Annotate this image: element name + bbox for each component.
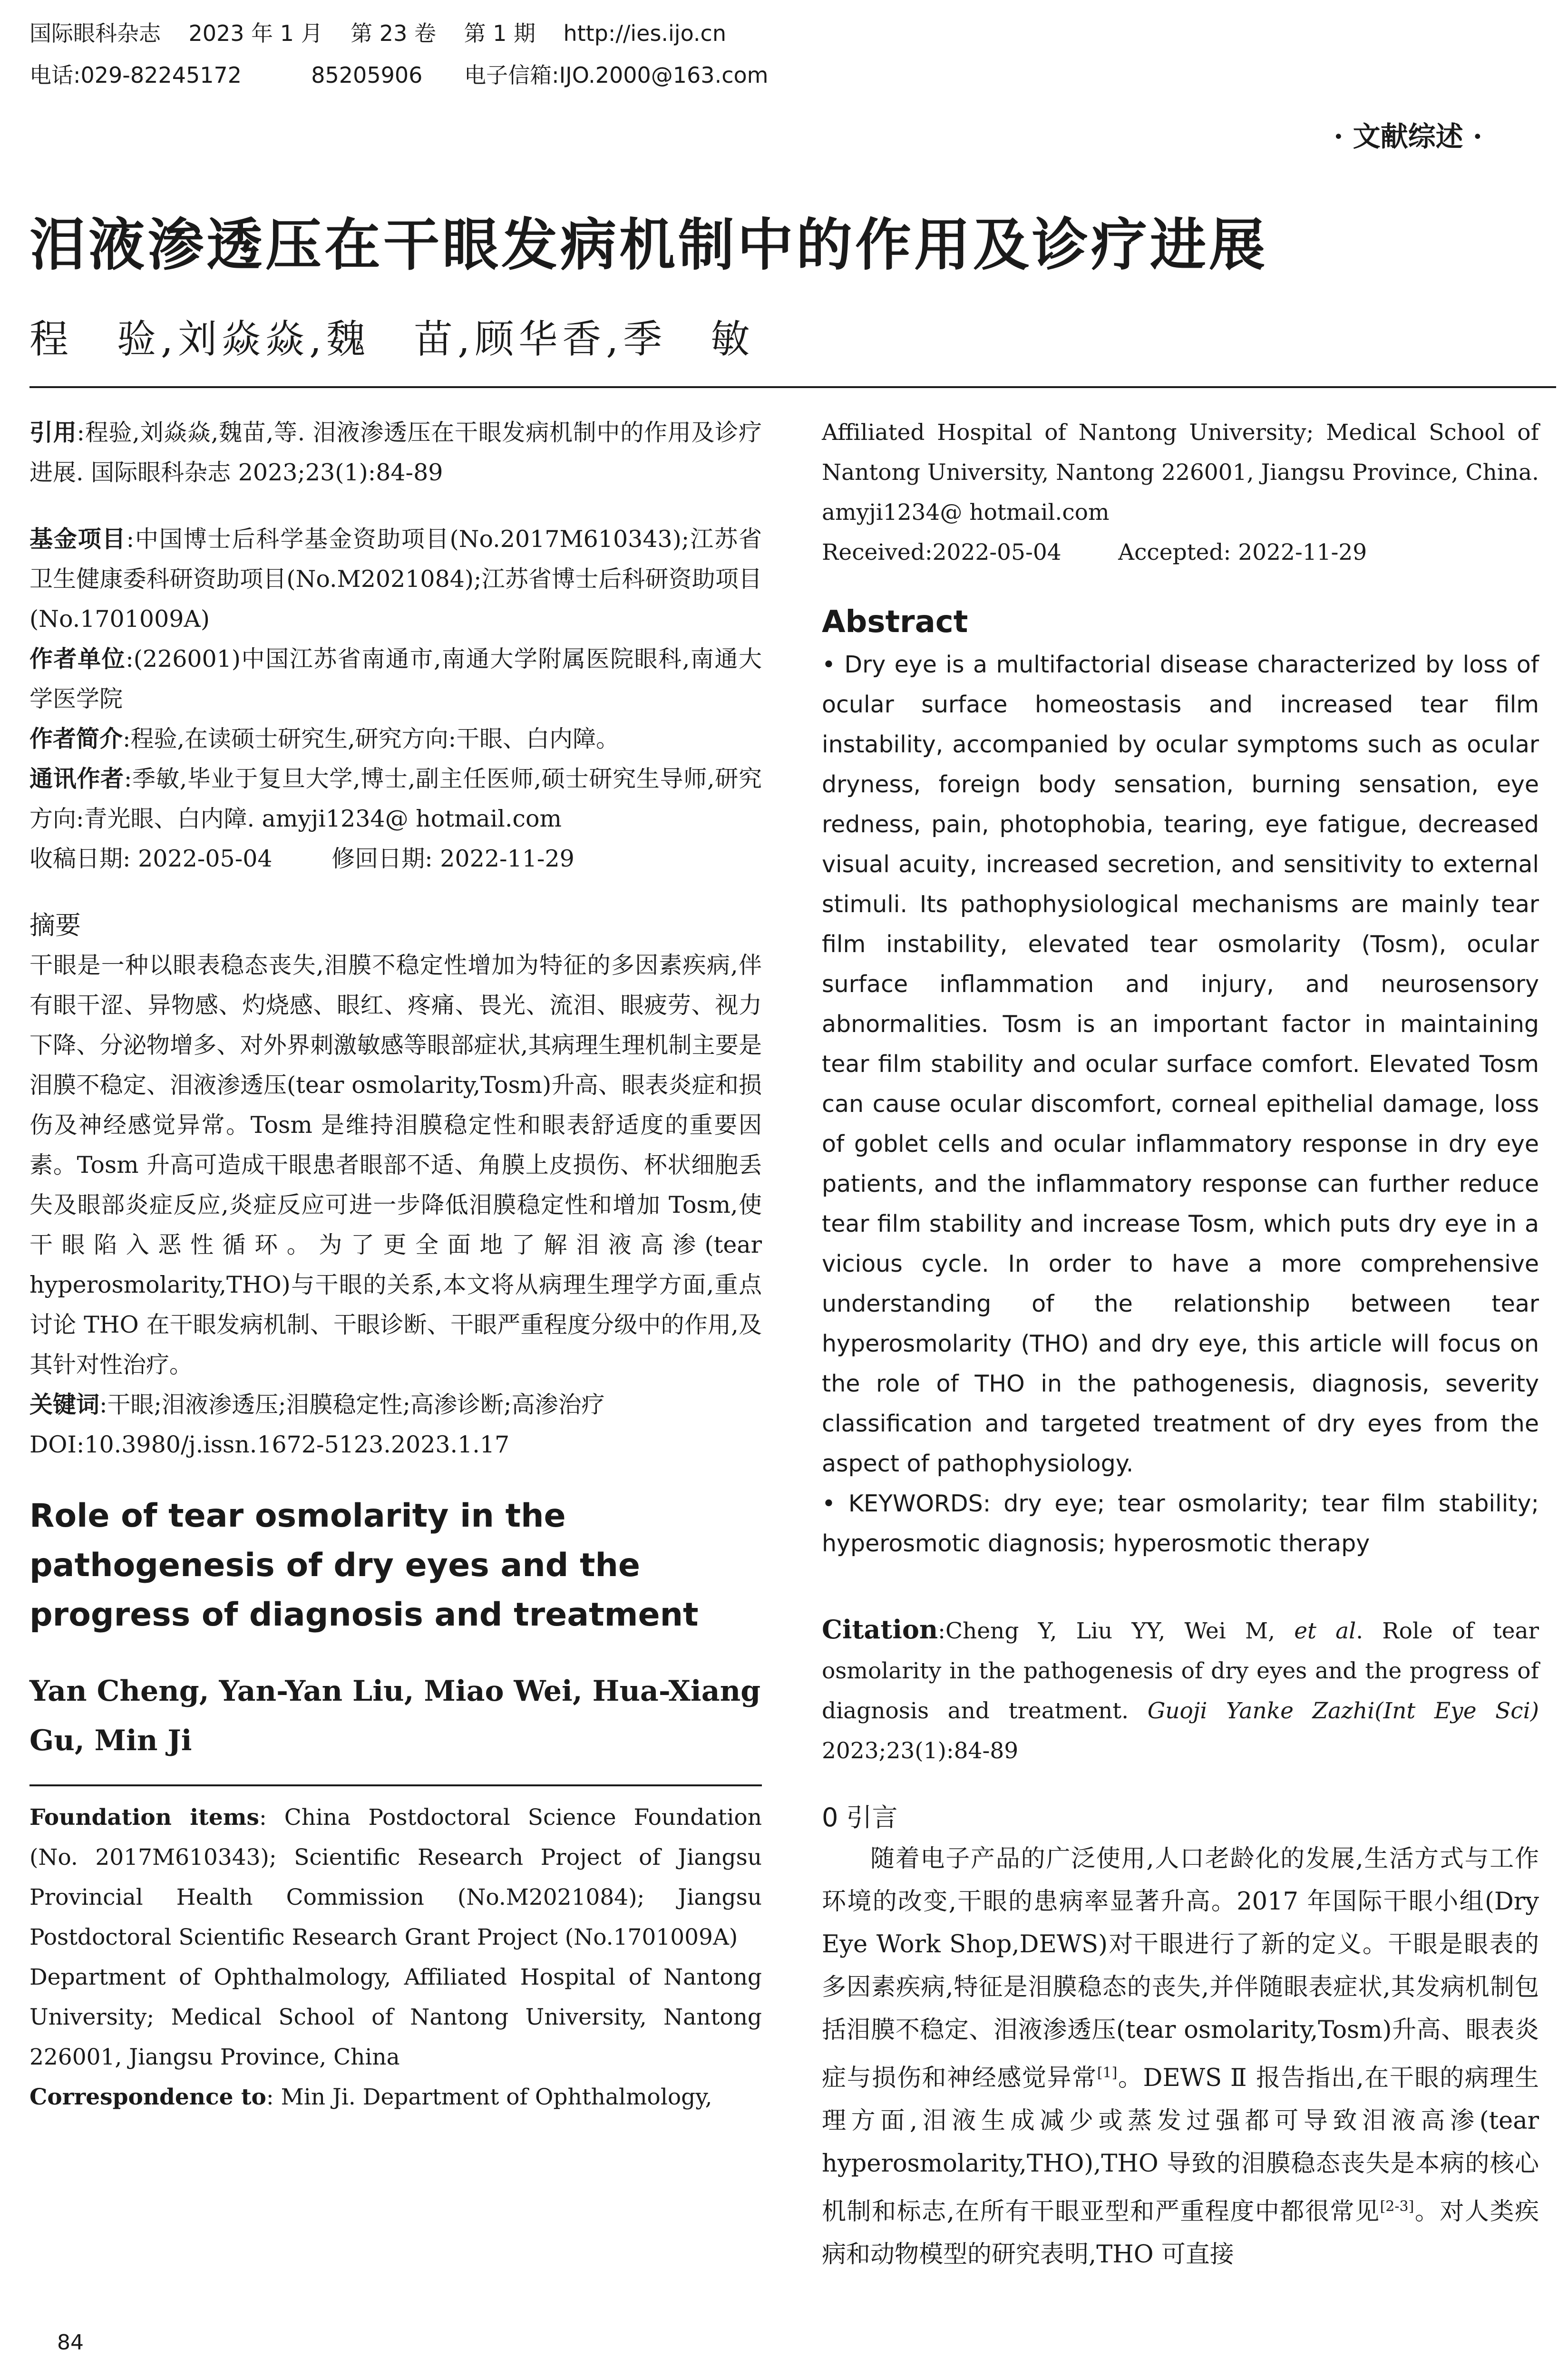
keywords-en: • KEYWORDS: dry eye; tear osmolarity; tear film stability; hyperosmotic diagnosis; hyperosmotic therapy — [822, 1490, 1539, 1557]
fund-cn-text: :中国博士后科学基金资助项目(No.2017M610343);江苏省卫生健康委科研资助项目(No.M2021084);江苏省博士后科研资助项目(No.1701009A) — [29, 526, 762, 633]
reference-1[interactable]: [1] — [1097, 2065, 1118, 2081]
intro-paragraph — [822, 1838, 1539, 2276]
reference-2-3[interactable]: [2-3] — [1380, 2198, 1414, 2215]
title-divider — [29, 386, 1556, 388]
citation-cn-text: :程验,刘焱焱,魏苗,等. 泪液渗透压在干眼发病机制中的作用及诊疗进展. 国际眼科杂志 2023;23(1):84-89 — [29, 419, 762, 486]
authors-cn: 程 验,刘焱焱,魏 苗,顾华香,季 敏 — [29, 317, 755, 362]
correspondence-en-text: : Min Ji. Department of Ophthalmology, — [266, 2084, 712, 2110]
citation-en-text-c: 2023;23(1):84-89 — [822, 1738, 1019, 1764]
fund-cn — [29, 519, 762, 639]
abstract-heading-cn: 摘要 — [29, 910, 81, 940]
keywords-cn-label: 关键词 — [29, 1391, 100, 1418]
bio-cn — [29, 719, 762, 759]
corr-cn-text: :季敏,毕业于复旦大学,博士,副主任医师,硕士研究生导师,研究方向:青光眼、白内障. amyji1234@ hotmail.com — [29, 765, 762, 832]
citation-en — [822, 1609, 1539, 1771]
citation-en-text-b: . Role of tear osmolarity in the pathogenesis of dry eyes and the progress of diagnosis and treatment. — [822, 1618, 1539, 1724]
citation-en-label: Citation — [822, 1614, 938, 1645]
affiliation-cont-en: Affiliated Hospital of Nantong University; Medical School of Nantong University, Nantong 226001, Jiangsu Province, China. amyji1234@ hotmail.com — [822, 419, 1539, 526]
page-number: 84 — [57, 2330, 84, 2355]
department-en: Department of Ophthalmology, Affiliated Hospital of Nantong University; Medical School of Nantong University, Nantong 226001, Jiangsu Province, China — [29, 1964, 762, 2070]
citation-en-text-a: :Cheng Y, Liu YY, Wei M, — [938, 1618, 1295, 1644]
keywords-cn — [29, 1385, 762, 1425]
doi: DOI:10.3980/j.issn.1672-5123.2023.1.17 — [29, 1431, 510, 1458]
abstract-text-en: • Dry eye is a multifactorial disease characterized by loss of ocular surface homeostasis and increased tear film instability, accompanied by ocular symptoms such as ocular dryness, foreign body sensation, burning sensation, eye redness, pain, photophobia, tearing, eye fatigue, decreased visual acuity, increased secretion, and sensitivity to external stimuli. Its pathophysiological mechanisms are mainly tear film instability, elevated tear osmolarity (Tosm), ocular surface inflammation and injury, and neurosensory abnormalities. Tosm is an important factor in maintaining tear film stability and ocular surface comfort. Elevated Tosm can cause ocular discomfort, corneal epithelial damage, loss of goblet cells and ocular inflammatory response in dry eye patients, and the inflammatory response can further reduce tear film stability and increase Tosm, which puts dry eye in a vicious cycle. In order to have a more comprehensive understanding of the relationship between tear hyperosmolarity (THO) and dry eye, this article will focus on the role of THO in the pathogenesis, diagnosis, severity classification and targeted treatment of dry eyes from the aspect of pathophysiology. — [822, 651, 1539, 1477]
abstract-title-en: Abstract — [822, 604, 968, 640]
foundation-en-text: : China Postdoctoral Science Foundation (No. 2017M610343); Scientific Research Project of Jiangsu Provincial Health Commission (No.M2021084); Jiangsu Postdoctoral Scientific Research Grant Project (No.1701009A) — [29, 1804, 762, 1950]
fund-cn-label: 基金项目 — [29, 526, 127, 553]
keywords-cn-text: :干眼;泪液渗透压;泪膜稳定性;高渗诊断;高渗治疗 — [99, 1391, 605, 1418]
received-accepted: Received:2022-05-04 Accepted: 2022-11-29 — [822, 539, 1367, 565]
article-title-cn: 泪液渗透压在干眼发病机制中的作用及诊疗进展 — [29, 212, 1268, 278]
foundation-en — [29, 1798, 762, 1958]
corr-cn-label: 通讯作者 — [29, 765, 124, 792]
citation-cn — [29, 413, 762, 493]
journal-header-line: 国际眼科杂志 2023 年 1 月 第 23 卷 第 1 期 http://ies.ijo.cn — [29, 20, 726, 46]
bio-cn-text: :程验,在读硕士研究生,研究方向:干眼、白内障。 — [123, 725, 620, 752]
intro-text-2: 。DEWS Ⅱ 报告指出,在干眼的病理生理方面,泪液生成减少或蒸发过强都可导致泪液高渗(tear hyperosmolarity,THO),THO 导致的泪膜稳态丧失是本病的核心机制和标志,在所有干眼亚型和严重程度中都很常见 — [822, 2064, 1539, 2226]
foundation-en-label: Foundation items — [29, 1804, 259, 1831]
authors-en: Yan Cheng, Yan-Yan Liu, Miao Wei, Hua-Xiang Gu, Min Ji — [29, 1675, 761, 1757]
unit-cn-label: 作者单位 — [29, 645, 126, 672]
intro-text-1: 随着电子产品的广泛使用,人口老龄化的发展,生活方式与工作环境的改变,干眼的患病率显著升高。2017 年国际干眼小组(Dry Eye Work Shop,DEWS)对干眼进行了新的定义。干眼是眼表的多因素疾病,特征是泪膜稳态的丧失,并伴随眼表症状,其发病机制包括泪膜不稳定、泪液渗透压(tear osmolarity,Tosm)升高、眼表炎症与损伤和神经感觉异常 — [822, 1845, 1539, 2092]
abstract-text-cn: 干眼是一种以眼表稳态丧失,泪膜不稳定性增加为特征的多因素疾病,伴有眼干涩、异物感、灼烧感、眼红、疼痛、畏光、流泪、眼疲劳、视力下降、分泌物增多、对外界刺激敏感等眼部症状,其病理生理机制主要是泪膜不稳定、泪液渗透压(tear osmolarity,Tosm)升高、眼表炎症和损伤及神经感觉异常。Tosm 是维持泪膜稳定性和眼表舒适度的重要因素。Tosm 升高可造成干眼患者眼部不适、角膜上皮损伤、杯状细胞丢失及眼部炎症反应,炎症反应可进一步降低泪膜稳定性和增加 Tosm,使干眼陷入恶性循环。为了更全面地了解泪液高渗(tear hyperosmolarity,THO)与干眼的关系,本文将从病理生理学方面,重点讨论 THO 在干眼发病机制、干眼诊断、干眼严重程度分级中的作用,及其针对性治疗。 — [29, 952, 762, 1378]
correspondence-en — [29, 2077, 762, 2117]
correspondence-en-label: Correspondence to — [29, 2084, 266, 2110]
intro-heading: 0 引言 — [822, 1802, 898, 1832]
citation-cn-label: 引用 — [29, 419, 77, 446]
section-tag: · 文献综述 · — [1334, 120, 1482, 153]
corr-cn — [29, 759, 762, 839]
left-column — [29, 413, 762, 2117]
unit-cn — [29, 639, 762, 719]
right-column — [822, 413, 1539, 2276]
article-title-en: Role of tear osmolarity in the pathogenesis of dry eyes and the progress of diagnosis and treatment — [29, 1497, 699, 1634]
bio-cn-label: 作者简介 — [29, 725, 123, 752]
citation-en-etal: et al — [1294, 1618, 1356, 1644]
dates-cn: 收稿日期: 2022-05-04 修回日期: 2022-11-29 — [29, 845, 575, 872]
intro-text-3: 。对人类疾病和动物模型的研究表明,THO 可直接 — [822, 2198, 1539, 2269]
unit-cn-text: :(226001)中国江苏省南通市,南通大学附属医院眼科,南通大学医学院 — [29, 645, 762, 712]
citation-en-journal: Guoji Yanke Zazhi(Int Eye Sci) — [1147, 1698, 1539, 1724]
journal-contact-line: 电话:029-82245172 85205906 电子信箱:IJO.2000@163.com — [29, 62, 769, 88]
